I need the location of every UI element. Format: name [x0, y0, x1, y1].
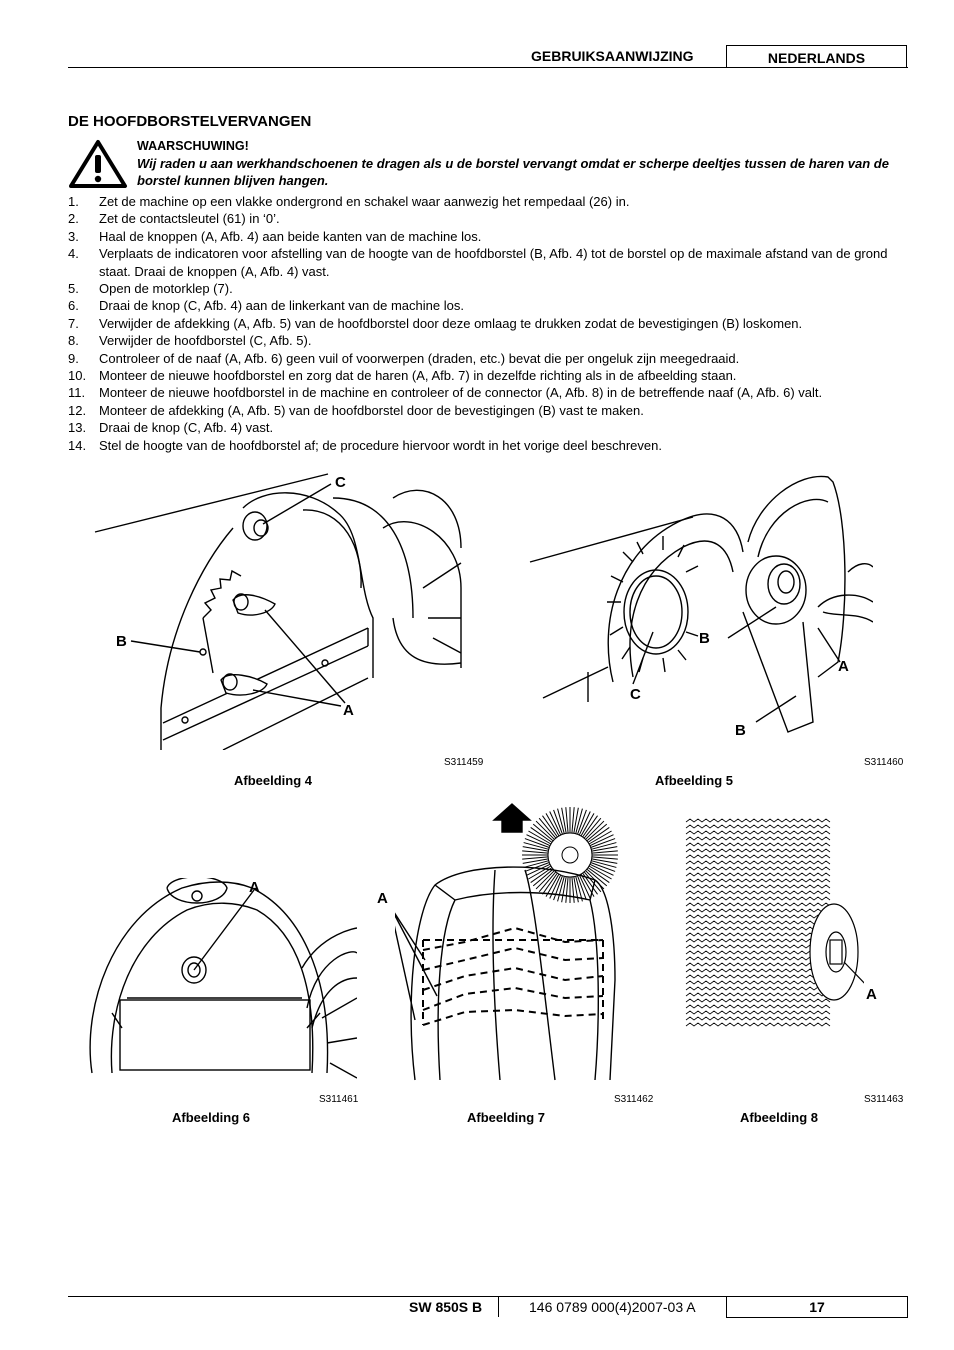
figure-7-code: S311462: [614, 1094, 654, 1105]
figure-5-label-a: A: [838, 658, 849, 675]
figure-7-brush-bristles: [520, 800, 630, 910]
step-item: 4. Verplaats de indicatoren voor afstelling van de hoogte van de hoofdborstel (B, Afb. 4) tot de borstel op de maximale afstand van de grond staat. Draai de knoppen (A, Afb. 4) vast.: [68, 246, 888, 279]
footer-doc-code: 146 0789 000(4)2007-03 A: [529, 1299, 696, 1315]
warning-heading: WAARSCHUWING!: [137, 139, 249, 153]
figure-4-label-b: B: [116, 633, 127, 650]
procedure-steps: [68, 193, 918, 454]
step-item: 3. Haal de knoppen (A, Afb. 4) aan beide kanten van de machine los.: [68, 228, 482, 244]
figure-5-label-b-lower: B: [735, 722, 746, 739]
figure-5-caption: Afbeelding 5: [655, 773, 734, 788]
figure-4-label-c: C: [335, 474, 346, 491]
warning-text: Wij raden u aan werkhandschoenen te dragen als u de borstel vervangt omdat er scherpe deeltjes tussen de haren van de borstel kunnen blijven hangen.: [137, 156, 889, 188]
figure-7-caption: Afbeelding 7: [467, 1110, 546, 1125]
figure-5-label-c: C: [630, 686, 641, 703]
step-item: 2. Zet de contactsleutel (61) in ‘0’.: [68, 211, 280, 227]
step-item: 6. Draai de knop (C, Afb. 4) aan de linkerkant van de machine los.: [68, 298, 464, 314]
figure-6-caption: Afbeelding 6: [172, 1110, 251, 1125]
step-item: 8. Verwijder de hoofdborstel (C, Afb. 5).: [68, 333, 312, 349]
section-title: DE HOOFDBORSTELVERVANGEN: [68, 113, 312, 130]
figure-5-illustration: [528, 462, 873, 752]
figure-6-label-a: A: [249, 879, 260, 896]
step-item: 10. Monteer de nieuwe hoofdborstel en zorg dat de haren (A, Afb. 7) in dezelfde richting als in de afbeelding staan.: [68, 368, 737, 384]
figure-5-label-b-upper: B: [699, 630, 710, 647]
figure-6-code: S311461: [319, 1094, 359, 1105]
step-item: 9. Controleer of de naaf (A, Afb. 6) geen vuil of voorwerpen (draden, etc.) bevat die per ongeluk zijn meegedraaid.: [68, 350, 740, 366]
figure-7-label-a: A: [377, 890, 388, 907]
figure-4-caption: Afbeelding 4: [234, 773, 313, 788]
figure-6-illustration: [72, 878, 357, 1083]
step-item: 13. Draai de knop (C, Afb. 4) vast.: [68, 420, 274, 436]
figure-4-code: S311459: [444, 757, 484, 768]
figure-8-caption: Afbeelding 8: [740, 1110, 819, 1125]
footer-model: SW 850S B: [409, 1299, 483, 1315]
footer-separator: [498, 1297, 499, 1317]
header-rule: [68, 67, 908, 68]
footer-page-number: 17: [726, 1296, 908, 1318]
figure-8-code: S311463: [864, 1094, 904, 1105]
step-item: 11. Monteer de nieuwe hoofdborstel in de machine en controleer of de connector (A, Afb. 8) in de betreffende naaf (A, Afb. 6) valt.: [68, 385, 823, 401]
warning-icon: [68, 139, 128, 189]
figure-5-code: S311460: [864, 757, 904, 768]
header-language: NEDERLANDS: [726, 45, 907, 67]
header-title: GEBRUIKSAANWIJZING: [531, 48, 694, 64]
figure-8-illustration: [684, 812, 864, 1034]
step-item: 5. Open de motorklep (7).: [68, 281, 233, 297]
figure-8-label-a: A: [866, 986, 877, 1003]
step-item: 12. Monteer de afdekking (A, Afb. 5) van de hoofdborstel door de bevestigingen (B) vast te maken.: [68, 402, 644, 418]
step-item: 14. Stel de hoogte van de hoofdborstel af; de procedure hiervoor wordt in het vorige deel beschreven.: [68, 437, 662, 453]
step-item: 1. Zet de machine op een vlakke ondergrond en schakel waar aanwezig het rempedaal (26) in.: [68, 194, 630, 209]
figure-4-illustration: [93, 468, 463, 750]
figure-4-label-a: A: [343, 702, 354, 719]
step-item: 7. Verwijder de afdekking (A, Afb. 5) van de hoofdborstel door deze omlaag te drukken zodat de bevestigingen (B) loskomen.: [68, 315, 803, 331]
